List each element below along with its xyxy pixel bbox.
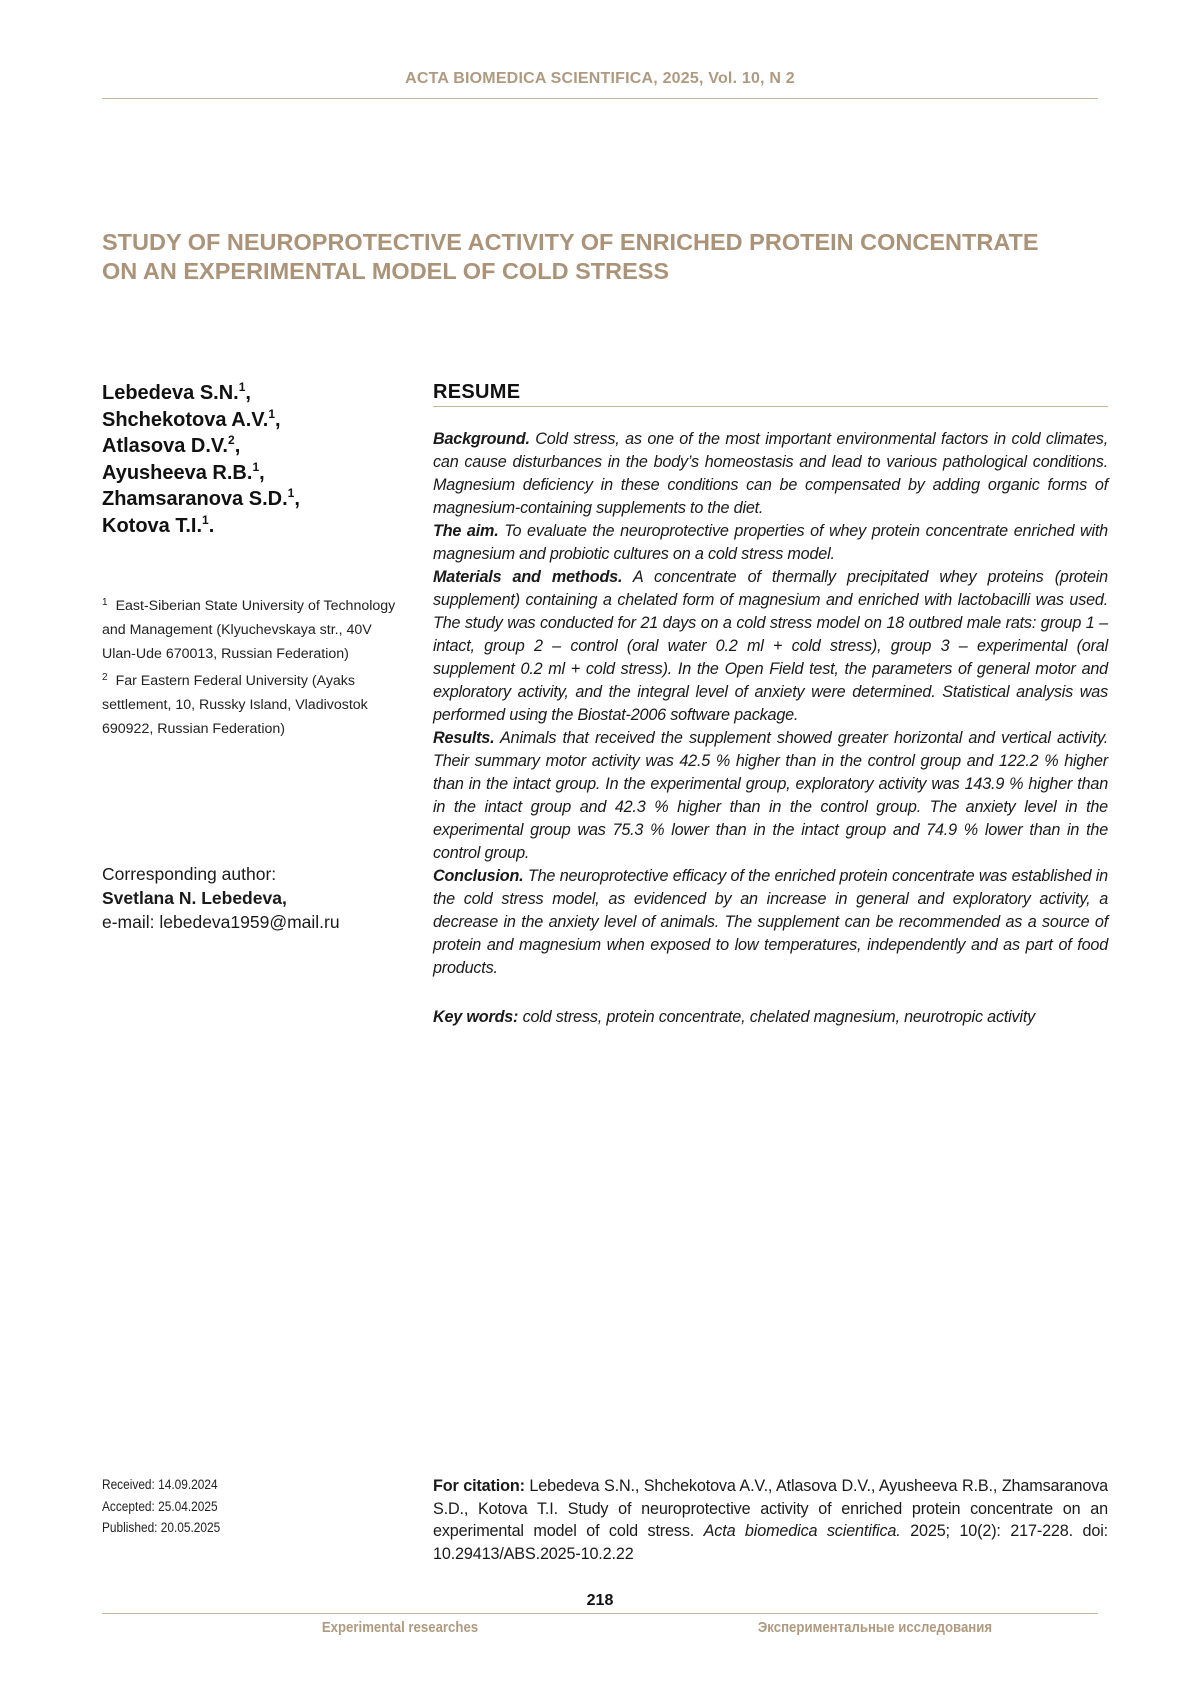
affiliation-2: 2 Far Eastern Federal University (Ayaks settlement, 10, Russky Island, Vladivostok 690922, Russian Federation) bbox=[102, 666, 402, 741]
publication-dates bbox=[102, 1474, 313, 1539]
author: Kotova T.I.1. bbox=[102, 513, 422, 540]
corresponding-email[interactable]: e-mail: lebedeva1959@mail.ru bbox=[102, 910, 422, 934]
keywords: Key words: cold stress, protein concentrate, chelated magnesium, neurotropic activity bbox=[433, 1006, 1108, 1029]
header-divider bbox=[102, 98, 1098, 99]
corresponding-name: Svetlana N. Lebedeva, bbox=[102, 886, 422, 910]
corresponding-label: Corresponding author: bbox=[102, 862, 422, 886]
author: Ayusheeva R.B.1, bbox=[102, 460, 422, 487]
affiliation-1: 1 East-Siberian State University of Technology and Management (Klyuchevskaya str., 40V Ulan-Ude 670013, Russian Federation) bbox=[102, 591, 402, 666]
abstract bbox=[433, 428, 1108, 980]
running-head: ACTA BIOMEDICA SCIENTIFICA, 2025, Vol. 10, N 2 bbox=[102, 70, 1098, 88]
affiliations bbox=[102, 591, 402, 741]
footer-section-en: Experimental researches bbox=[268, 1619, 532, 1636]
resume-divider bbox=[433, 406, 1108, 407]
title-line-2: ON AN EXPERIMENTAL MODEL OF COLD STRESS bbox=[102, 258, 669, 284]
date-accepted: Accepted: 25.04.2025 bbox=[102, 1496, 313, 1518]
citation: For citation: Lebedeva S.N., Shchekotova A.V., Atlasova D.V., Ayusheeva R.B., Zhamsaranova S.D., Kotova T.I. Study of neuroprotective activity of enriched protein concentrate on an experimental model of cold stress. Acta biomedica scientifica. 2025; 10(2): 217-228. doi: 10.29413/ABS.2025-10.2.22 bbox=[433, 1475, 1108, 1565]
page-number: 218 bbox=[560, 1592, 640, 1610]
footer-divider bbox=[102, 1613, 1098, 1614]
date-published: Published: 20.05.2025 bbox=[102, 1517, 313, 1539]
article-title bbox=[102, 228, 1102, 286]
author: Zhamsaranova S.D.1, bbox=[102, 486, 422, 513]
abstract-conclusion: Conclusion. The neuroprotective efficacy of the enriched protein concentrate was established in the cold stress model, as evidenced by an increase in general and exploratory activity, a decrease in the anxiety level of animals. The supplement can be recommended as a source of protein and magnesium when exposed to low temperatures, independently and as part of food products. bbox=[433, 865, 1108, 980]
corresponding-author bbox=[102, 862, 422, 934]
author: Atlasova D.V.2, bbox=[102, 433, 422, 460]
author-list bbox=[102, 380, 422, 539]
author: Lebedeva S.N.1, bbox=[102, 380, 422, 407]
author: Shchekotova A.V.1, bbox=[102, 407, 422, 434]
abstract-aim: The aim. To evaluate the neuroprotective properties of whey protein concentrate enriched with magnesium and probiotic cultures on a cold stress model. bbox=[433, 520, 1108, 566]
footer-section-ru: Экспериментальные исследования bbox=[721, 1619, 1029, 1636]
resume-heading: RESUME bbox=[433, 381, 520, 404]
abstract-background: Background. Cold stress, as one of the most important environmental factors in cold climates, can cause disturbances in the body’s homeostasis and lead to various pathological conditions. Magnesium deficiency in these conditions can be compensated by adding organic forms of magnesium-containing supplements to the diet. bbox=[433, 428, 1108, 520]
title-line-1: STUDY OF NEUROPROTECTIVE ACTIVITY OF ENRICHED PROTEIN CONCENTRATE bbox=[102, 229, 1039, 255]
abstract-results: Results. Animals that received the supplement showed greater horizontal and vertical activity. Their summary motor activity was 42.5 % higher than in the control group and 122.2 % higher than in the intact group. In the experimental group, exploratory activity was 143.9 % higher than in the intact group and 42.3 % higher than in the control group. The anxiety level in the experimental group was 75.3 % lower than in the intact group and 74.9 % lower than in the control group. bbox=[433, 727, 1108, 865]
date-received: Received: 14.09.2024 bbox=[102, 1474, 313, 1496]
abstract-methods: Materials and methods. A concentrate of thermally precipitated whey proteins (protein supplement) containing a chelated form of magnesium and enriched with lactobacilli was used. The study was conducted for 21 days on a cold stress model on 18 outbred male rats: group 1 – intact, group 2 – control (oral water 0.2 ml + cold stress), group 3 – experimental (oral supplement 0.2 ml + cold stress). In the Open Field test, the parameters of general motor and exploratory activity, and the integral level of anxiety were determined. Statistical analysis was performed using the Biostat-2006 software package. bbox=[433, 566, 1108, 727]
